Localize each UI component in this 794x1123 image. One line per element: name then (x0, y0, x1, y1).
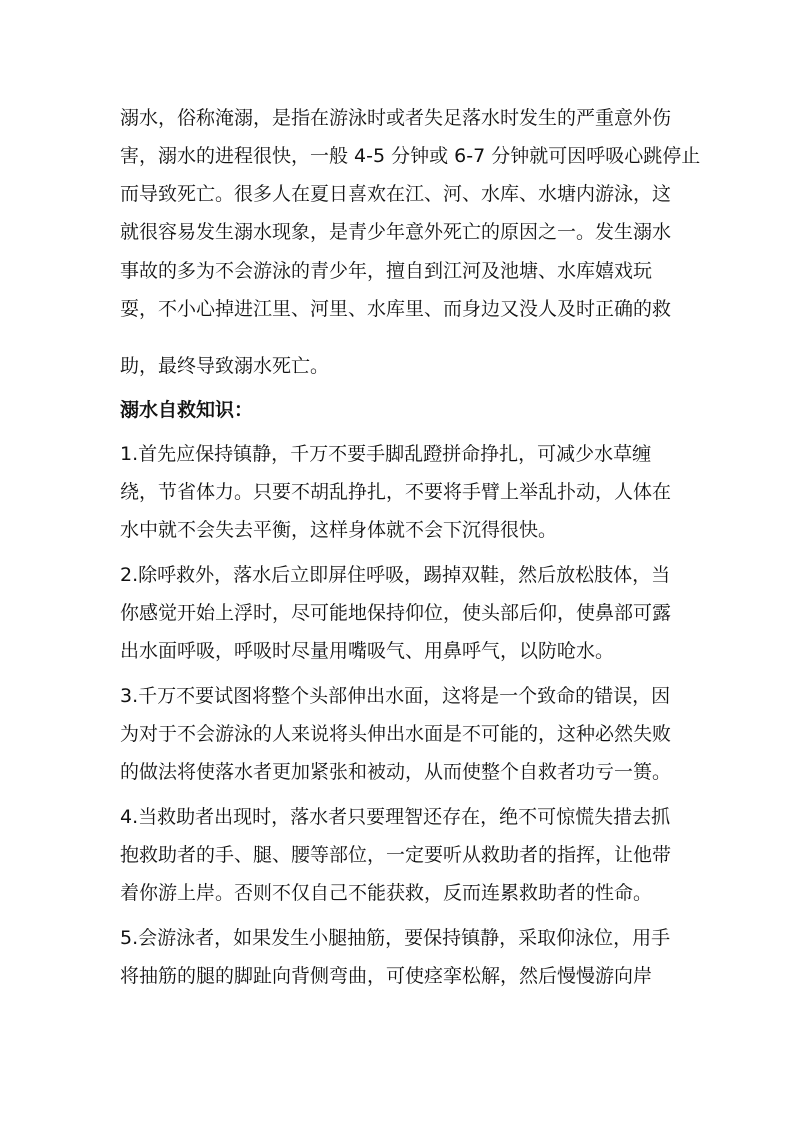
intro-line: 助，最终导致溺水死亡。 (120, 355, 330, 377)
item-5-line: 5.会游泳者，如果发生小腿抽筋，要保持镇静，采取仰泳位，用手 (120, 927, 671, 949)
item-4-line: 4.当救助者出现时，落水者只要理智还存在，绝不可惊慌失措去抓 (120, 806, 671, 828)
item-2-line: 2.除呼救外，落水后立即屏住呼吸，踢掉双鞋，然后放松肢体，当 (120, 564, 671, 586)
intro-line: 溺水，俗称淹溺，是指在游泳时或者失足落水时发生的严重意外伤 (120, 107, 672, 129)
item-2-line: 出水面呼吸，呼吸时尽量用嘴吸气、用鼻呼气，以防呛水。 (120, 640, 615, 662)
item-3-line: 的做法将使落水者更加紧张和被动，从而使整个自救者功亏一篑。 (120, 761, 672, 783)
item-4-line: 着你游上岸。否则不仅自己不能获救，反而连累救助者的性命。 (120, 882, 653, 904)
intro-line: 事故的多为不会游泳的青少年，擅自到江河及池塘、水库嬉戏玩 (120, 260, 653, 282)
item-4-line: 抱救助者的手、腿、腰等部位，一定要听从救助者的指挥，让他带 (120, 844, 672, 866)
item-1-line: 水中就不会失去平衡，这样身体就不会下沉得很快。 (120, 519, 558, 541)
item-1-line: 1.首先应保持镇静，千万不要手脚乱蹬拼命挣扎，可减少水草缠 (120, 443, 652, 465)
intro-line: 耍，不小心掉进江里、河里、水库里、而身边又没人及时正确的救 (120, 298, 672, 320)
item-5-line: 将抽筋的腿的脚趾向背侧弯曲，可使痉挛松解，然后慢慢游向岸 (120, 965, 653, 987)
item-3-line: 为对于不会游泳的人来说将头伸出水面是不可能的，这种必然失败 (120, 723, 672, 745)
item-2-line: 你感觉开始上浮时，尽可能地保持仰位，使头部后仰，使鼻部可露 (120, 602, 672, 624)
section-heading: 溺水自救知识： (120, 399, 254, 421)
item-3-line: 3.千万不要试图将整个头部伸出水面，这将是一个致命的错误，因 (120, 685, 671, 707)
item-1-line: 绕，节省体力。只要不胡乱挣扎，不要将手臂上举乱扑动，人体在 (120, 481, 672, 503)
intro-line: 就很容易发生溺水现象，是青少年意外死亡的原因之一。发生溺水 (120, 221, 672, 243)
intro-line: 害，溺水的进程很快，一般 4-5 分钟或 6-7 分钟就可因呼吸心跳停止 (120, 145, 701, 167)
intro-line: 而导致死亡。很多人在夏日喜欢在江、河、水库、水塘内游泳，这 (120, 183, 672, 205)
